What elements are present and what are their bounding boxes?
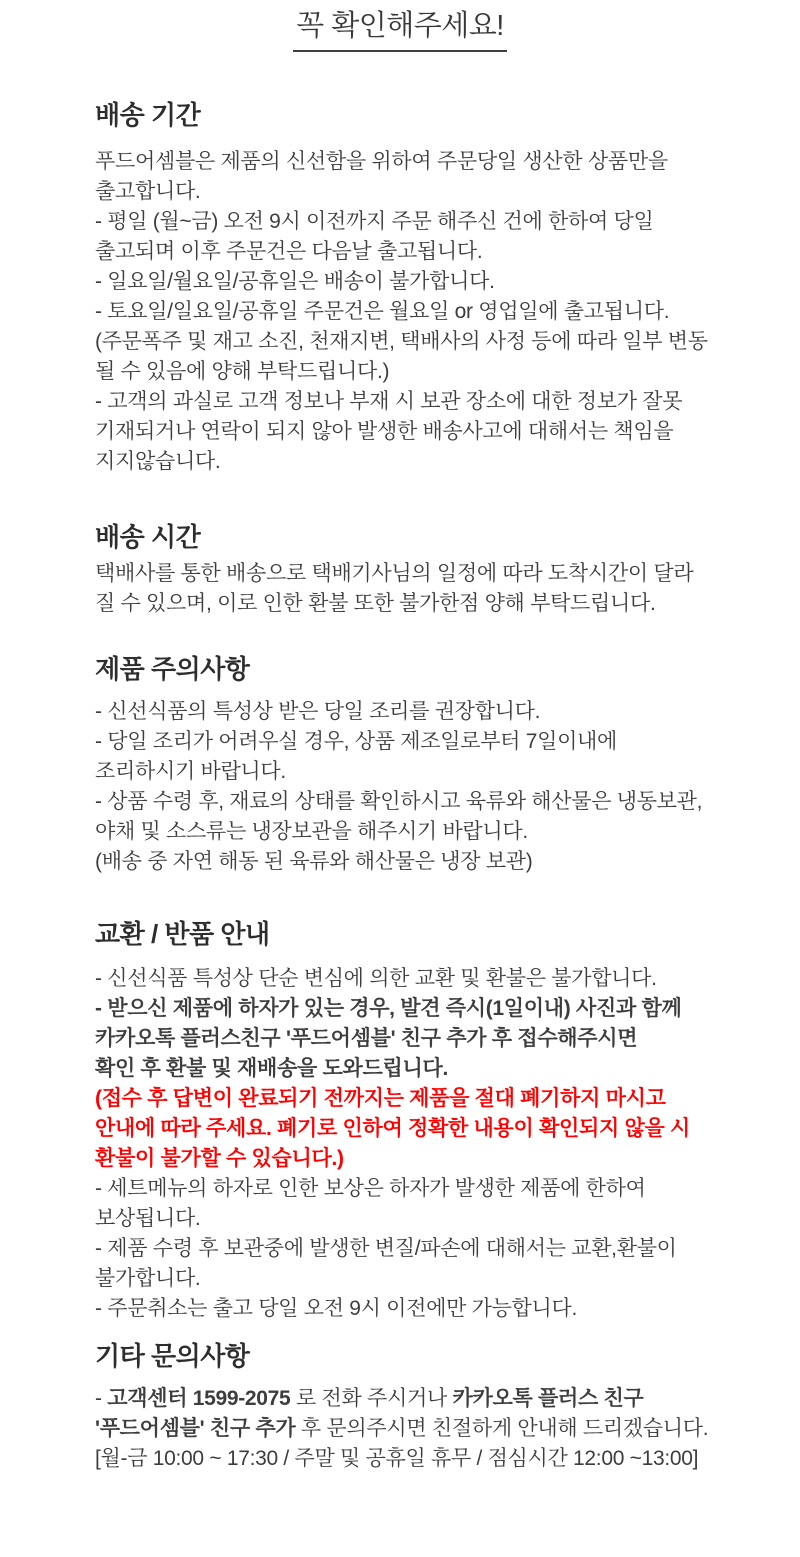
bold-segment: '푸드어셈블' 친구 추가 — [95, 1417, 296, 1440]
text-line: - 제품 수령 후 보관중에 발생한 변질/파손에 대해서는 교환,환불이 — [95, 1237, 677, 1260]
text-line — [95, 1384, 740, 1414]
section-body — [95, 1384, 740, 1474]
text-segment: - — [95, 1387, 108, 1410]
text-line: 출고합니다. — [95, 180, 201, 203]
text-line: 출고되며 이후 주문건은 다음날 출고됩니다. — [95, 240, 483, 263]
text-line: 보상됩니다. — [95, 1207, 201, 1230]
section-heading: 배송 시간 — [95, 522, 201, 552]
text-line-bold: 확인 후 환불 및 재배송을 도와드립니다. — [95, 1057, 448, 1080]
section-heading: 교환 / 반품 안내 — [95, 919, 270, 949]
text-line-alert: 환불이 불가할 수 있습니다.) — [95, 1147, 344, 1170]
text-line: - 신선식품 특성상 단순 변심에 의한 교환 및 환불은 불가합니다. — [95, 967, 657, 990]
text-line: 푸드어셈블은 제품의 신선함을 위하여 주문당일 생산한 상품만을 — [95, 150, 668, 173]
text-line: 조리하시기 바랍니다. — [95, 760, 286, 783]
text-line: - 당일 조리가 어려우실 경우, 상품 제조일로부터 7일이내에 — [95, 730, 618, 753]
page-title: 꼭 확인해주세요! — [293, 8, 507, 52]
section-body — [95, 964, 740, 1324]
text-line: - 신선식품의 특성상 받은 당일 조리를 권장합니다. — [95, 700, 541, 723]
text-line: 될 수 있음에 양해 부탁드립니다.) — [95, 360, 390, 383]
text-line: - 토요일/일요일/공휴일 주문건은 월요일 or 영업일에 출고됩니다. — [95, 300, 670, 323]
text-segment: 로 전화 주시거나 — [290, 1387, 453, 1410]
text-line-bold: 카카오톡 플러스친구 '푸드어셈블' 친구 추가 후 접수해주시면 — [95, 1027, 638, 1050]
text-line-alert: (접수 후 답변이 완료되기 전까지는 제품을 절대 폐기하지 마시고 — [95, 1087, 666, 1110]
section-delivery-time — [95, 522, 740, 619]
text-line: 기재되거나 연락이 되지 않아 발생한 배송사고에 대해서는 책임을 — [95, 420, 674, 443]
section-product-caution — [95, 654, 740, 877]
section-delivery-period — [95, 100, 740, 477]
bold-segment: 고객센터 1599-2075 — [107, 1387, 291, 1410]
section-heading: 기타 문의사항 — [95, 1341, 250, 1371]
text-line-alert: 안내에 따라 주세요. 폐기로 인하여 정확한 내용이 확인되지 않을 시 — [95, 1117, 690, 1140]
section-body — [95, 559, 740, 619]
text-line: 지지않습니다. — [95, 450, 221, 473]
section-exchange-return — [95, 919, 740, 1324]
text-line: [월-금 10:00 ~ 17:30 / 주말 및 공휴일 휴무 / 점심시간 12:00 ~13:00] — [95, 1447, 699, 1470]
text-line: - 고객의 과실로 고객 정보나 부재 시 보관 장소에 대한 정보가 잘못 — [95, 390, 683, 413]
text-line: 야채 및 소스류는 냉장보관을 해주시기 바랍니다. — [95, 820, 528, 843]
text-line: (주문폭주 및 재고 소진, 천재지변, 택배사의 사정 등에 따라 일부 변동 — [95, 330, 708, 353]
text-line: 불가합니다. — [95, 1267, 201, 1290]
text-line: - 평일 (월~금) 오전 9시 이전까지 주문 해주신 건에 한하여 당일 — [95, 210, 654, 233]
text-line: 택배사를 통한 배송으로 택배기사님의 일정에 따라 도착시간이 달라 — [95, 562, 694, 585]
text-line-bold: - 받으신 제품에 하자가 있는 경우, 발견 즉시(1일이내) 사진과 함께 — [95, 997, 682, 1020]
text-line — [95, 1414, 740, 1444]
text-line: - 상품 수령 후, 재료의 상태를 확인하시고 육류와 해산물은 냉동보관, — [95, 790, 703, 813]
section-body — [95, 697, 740, 877]
text-line: 질 수 있으며, 이로 인한 환불 또한 불가한점 양해 부탁드립니다. — [95, 592, 656, 615]
notice-content — [0, 100, 800, 1474]
text-line: - 일요일/월요일/공휴일은 배송이 불가합니다. — [95, 270, 495, 293]
title-row — [0, 0, 800, 52]
text-line: - 세트메뉴의 하자로 인한 보상은 하자가 발생한 제품에 한하여 — [95, 1177, 646, 1200]
section-heading: 제품 주의사항 — [95, 654, 250, 684]
text-line: (배송 중 자연 해동 된 육류와 해산물은 냉장 보관) — [95, 850, 533, 873]
section-body — [95, 147, 740, 477]
section-heading: 배송 기간 — [95, 100, 201, 130]
text-line: - 주문취소는 출고 당일 오전 9시 이전에만 가능합니다. — [95, 1297, 578, 1320]
section-other-inquiries — [95, 1341, 740, 1474]
bold-segment: 카카오톡 플러스 친구 — [452, 1387, 644, 1410]
text-segment: 후 문의주시면 친절하게 안내해 드리겠습니다. — [295, 1417, 709, 1440]
